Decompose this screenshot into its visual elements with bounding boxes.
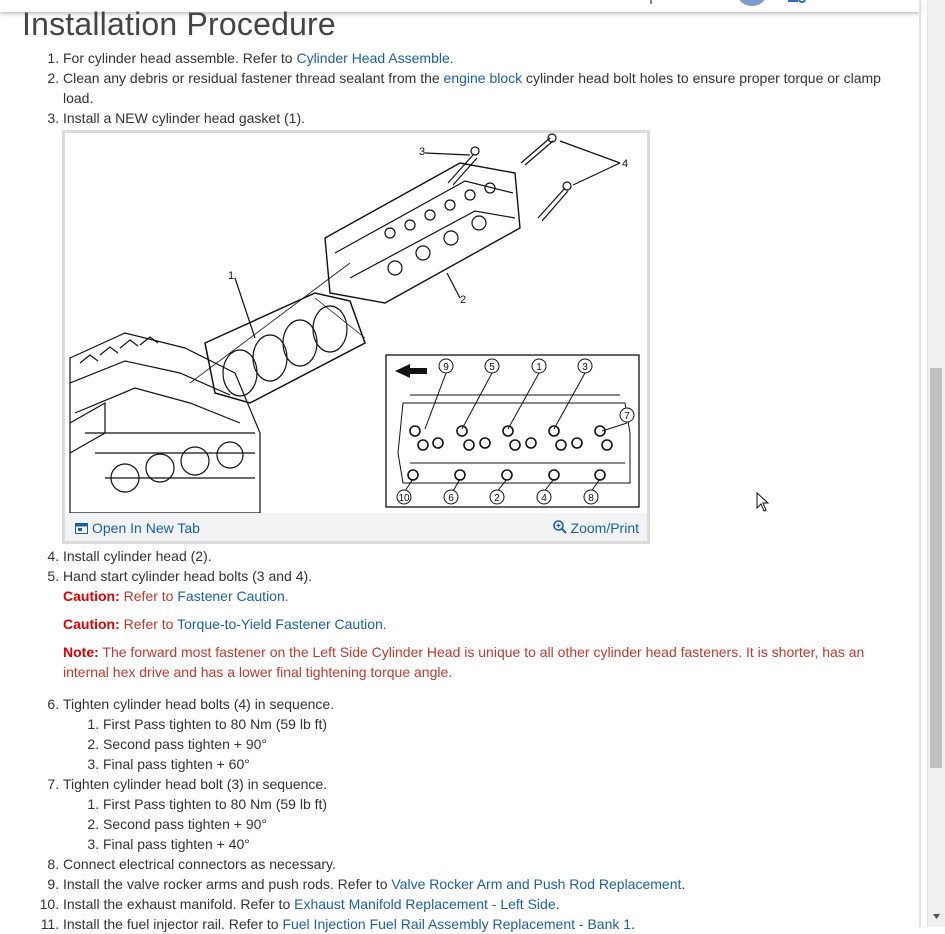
substep: 3. Final pass tighten + 60° <box>103 754 895 774</box>
link-fuel-rail[interactable]: Fuel Injection Fuel Rail Assembly Replacement - Bank 1 <box>282 916 632 932</box>
step-6-substeps <box>63 714 895 774</box>
torque-sequence-inset <box>386 355 639 507</box>
seq-2: 2 <box>494 493 500 504</box>
link-valve-rocker-arm[interactable]: Valve Rocker Arm and Push Rod Replacement <box>391 876 682 892</box>
seq-1: 1 <box>536 362 542 373</box>
callout-3: 3 <box>419 146 426 158</box>
link-engine-block[interactable]: engine block <box>443 70 523 86</box>
step-5: 5. Hand start cylinder head bolts (3 and 4). Caution: Refer to Fastener Caution. Caution: Refer to Torque-to-Yield Fastener Caution. Note: The forward most fastener on the Left Side Cylinder Head is unique to all other cylinder head fasteners. It is shorter, has an internal hex drive and has a lower final tightening torque angle. <box>63 566 905 682</box>
caution-torque-to-yield: Caution: Refer to Torque-to-Yield Fastener Caution. <box>63 616 387 632</box>
seq-6: 6 <box>448 493 454 504</box>
step-1: 1. For cylinder head assemble. Refer to Cylinder Head Assemble. <box>63 48 905 68</box>
substep: 3. Final pass tighten + 40° <box>103 834 895 854</box>
seq-5: 5 <box>489 362 495 373</box>
mouse-cursor-icon <box>756 492 770 512</box>
cylinder-head-illustration <box>65 133 647 513</box>
step-6: 6. Tighten cylinder head bolts (4) in sequence. 1. First Pass tighten to 80 Nm (59 lb ft) 2. Second pass tighten + 90° 3. Final pass tighten + 60° <box>63 694 905 774</box>
step-9: 9. Install the valve rocker arms and push rods. Refer to Valve Rocker Arm and Push Rod Replacement. <box>63 874 905 894</box>
link-cylinder-head-assemble[interactable]: Cylinder Head Assemble <box>296 50 450 66</box>
caution-fastener: Caution: Refer to Fastener Caution. <box>63 588 289 604</box>
substep: 1. First Pass tighten to 80 Nm (59 lb ft) <box>103 714 895 734</box>
seq-4: 4 <box>541 493 547 504</box>
substep: 2. Second pass tighten + 90° <box>103 734 895 754</box>
seq-9: 9 <box>443 362 449 373</box>
step-2: 2. Clean any debris or residual fastener thread sealant from the engine block cylinder head bolt holes to ensure proper torque or clamp load. <box>63 68 905 108</box>
scroll-down-arrow-icon[interactable] <box>932 912 941 921</box>
page-title: Installation Procedure <box>22 6 336 42</box>
content-edge <box>919 0 921 927</box>
scrollbar-thumb[interactable] <box>930 368 942 768</box>
callout-1: 1 <box>228 270 235 282</box>
step-10: 10. Install the exhaust manifold. Refer to Exhaust Manifold Replacement - Left Side. <box>63 894 905 914</box>
substep: 1. First Pass tighten to 80 Nm (59 lb ft) <box>103 794 895 814</box>
procedure-steps <box>0 48 905 934</box>
callout-4: 4 <box>622 158 629 170</box>
seq-7: 7 <box>624 411 630 422</box>
figure-toolbar <box>65 513 647 541</box>
procedure-content <box>0 48 905 934</box>
link-torque-to-yield-caution[interactable]: Torque-to-Yield Fastener Caution <box>177 616 383 632</box>
note-forward-fastener: Note: The forward most fastener on the Left Side Cylinder Head is unique to all other cylinder head fasteners. It is shorter, has an internal hex drive and has a lower final tightening torque angle. <box>63 644 865 680</box>
link-fastener-caution[interactable]: Fastener Caution <box>177 588 285 604</box>
link-exhaust-manifold[interactable]: Exhaust Manifold Replacement - Left Side <box>294 896 556 912</box>
cylinder-head-figure[interactable] <box>62 130 650 544</box>
seq-10: 10 <box>398 493 410 504</box>
open-tab-icon <box>75 523 88 534</box>
zoom-print-link[interactable]: Zoom/Print <box>553 518 639 538</box>
step-11: 11. Install the fuel injector rail. Refer to Fuel Injection Fuel Rail Assembly Replacement - Bank 1. <box>63 914 905 934</box>
step-4: 4. Install cylinder head (2). <box>63 546 905 566</box>
step-8: 8. Connect electrical connectors as necessary. <box>63 854 905 874</box>
seq-8: 8 <box>588 493 594 504</box>
header-divider <box>650 0 652 4</box>
step-3: 3. Install a NEW cylinder head gasket (1). 1 2 3 4 9 5 1 3 7 10 6 2 4 8 Open In New Tab Zoom/Print <box>63 108 905 544</box>
seq-3: 3 <box>582 362 588 373</box>
zoom-icon <box>553 520 567 534</box>
callout-2: 2 <box>460 294 467 306</box>
step-7-substeps <box>63 794 895 854</box>
vertical-scrollbar[interactable] <box>927 0 945 927</box>
open-in-new-tab-link[interactable]: Open In New Tab <box>75 518 200 538</box>
substep: 2. Second pass tighten + 90° <box>103 814 895 834</box>
step-7: 7. Tighten cylinder head bolt (3) in sequence. 1. First Pass tighten to 80 Nm (59 lb ft) 2. Second pass tighten + 90° 3. Final pass tighten + 40° <box>63 774 905 854</box>
step-5-notices <box>63 586 895 682</box>
notification-icon[interactable] <box>786 0 808 4</box>
